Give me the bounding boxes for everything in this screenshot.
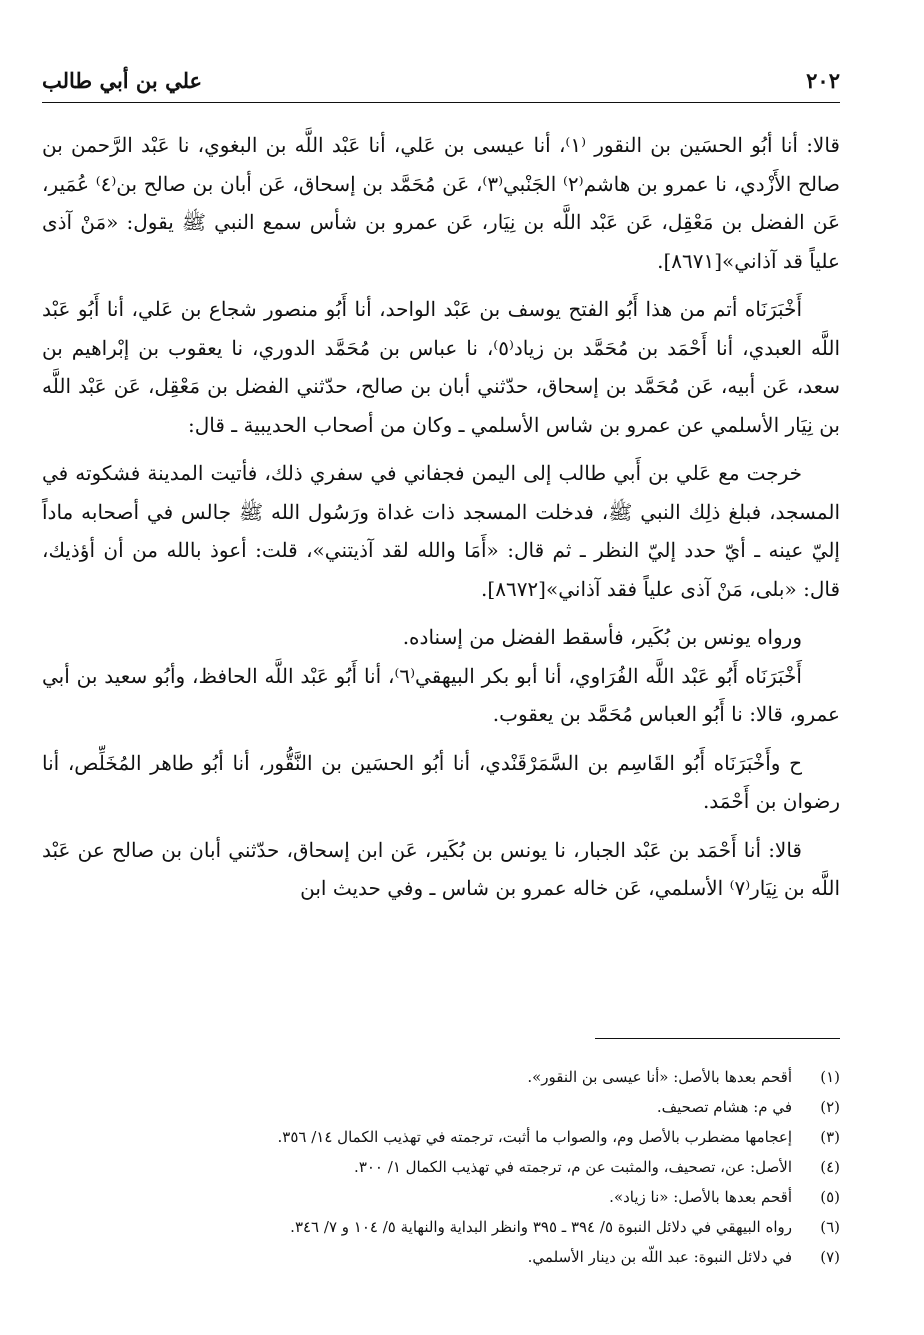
footnote-divider	[595, 1038, 840, 1039]
footnote-item	[42, 1122, 840, 1152]
footnote-item	[42, 1242, 840, 1272]
footnote-text: رواه البيهقي في دلائل النبوة ٥/ ٣٩٤ ـ ٣٩٥ وانظر البداية والنهاية ٥/ ١٠٤ و ٧/ ٣٤٦.	[290, 1218, 792, 1236]
paragraph-isnad-2: قالا: أنا أَحْمَد بن عَبْد الجبار، نا يونس بن بُكَير، عَن ابن إسحاق، حدّثني أبان بن صالح عن عَبْد اللَّه بن نِيَار⁽٧⁾ الأسلمي، عَن خاله عمرو بن شاس ـ وفي حديث ابن	[42, 837, 840, 900]
footnote-text: الأصل: عن، تصحيف، والمثبت عن م، ترجمته في تهذيب الكمال ١/ ٣٠٠.	[354, 1158, 792, 1176]
main-text	[42, 126, 840, 908]
footnote-text: أقحم بعدها بالأصل: «أنا عيسى بن النقور».	[527, 1068, 792, 1086]
footnote-number: (١)	[820, 1068, 840, 1086]
footnote-text: في دلائل النبوة: عبد اللّه بن دينار الأسلمي.	[527, 1248, 792, 1266]
page-header	[42, 66, 840, 100]
footnote-item	[42, 1212, 840, 1242]
footnote-text: أقحم بعدها بالأصل: «نا زياد».	[609, 1188, 792, 1206]
footnote-number: (٤)	[820, 1158, 840, 1176]
paragraph-isnad-1: قالا: أنا أبُو الحسَين بن النقور ⁽١⁾، أنا عيسى بن عَلي، أنا عَبْد اللَّه بن البغوي، نا عَبْد الرَّحمن بن صالح الأَزْدي، نا عمرو بن هاشم⁽٢⁾ الجَنْبي⁽٣⁾، عَن مُحَمَّد بن إسحاق، عَن أبان بن صالح بن⁽٤⁾ عُمَير، عَن الفضل بن مَعْقِل، عَن عَبْد اللَّه بن نِيَار، عَن عمرو بن شأس سمع النبي ﷺ يقول: «مَنْ آذى علياً قد آذاني»[٨٦٧١].	[42, 133, 840, 273]
footnote-item	[42, 1182, 840, 1212]
paragraph-yunus-note: ورواه يونس بن بُكَير، فأسقط الفضل من إسناده.	[402, 625, 802, 649]
footnote-number: (٢)	[820, 1098, 840, 1116]
footnote-item	[42, 1092, 840, 1122]
footnotes	[42, 1062, 840, 1272]
running-title: علي بن أبي طالب	[42, 68, 203, 93]
footnote-item	[42, 1062, 840, 1092]
paragraph-akhbarana-1: أَخْبَرَنَاه أتم من هذا أَبُو الفتح يوسف بن عَبْد الواحد، أنا أَبُو منصور شجاع بن عَلي، أنا أَبُو عَبْد اللَّه العبدي، أنا أَحْمَد بن مُحَمَّد بن زياد⁽٥⁾، نا عباس بن مُحَمَّد الدوري، نا يعقوب بن إبْراهيم بن سعد، عَن أبيه، عَن مُحَمَّد بن إسحاق، حدّثني أبان بن صالح، حدّثني الفضل بن مَعْقِل، عَن عَبْد اللَّه بن نِيَار الأسلمي عن عمرو بن شاس الأسلمي ـ وكان من أصحاب الحديبية ـ قال:	[42, 297, 840, 437]
footnote-number: (٧)	[820, 1248, 840, 1266]
footnote-text: في م: هشام تصحيف.	[656, 1098, 792, 1116]
footnote-number: (٥)	[820, 1188, 840, 1206]
paragraph-akhbarana-2: أَخْبَرَنَاه أَبُو عَبْد اللَّه الفُرَاوي، أنا أبو بكر البيهقي⁽٦⁾، أنا أَبُو عَبْد اللَّه الحافظ، وأبُو سعيد بن أبي عمرو، قالا: نا أَبُو العباس مُحَمَّد بن يعقوب.	[42, 663, 840, 726]
paragraph-akhbarana-3: ح وأَخْبَرَنَاه أَبُو القَاسِم بن السَّمَرْقَنْدي، أنا أبُو الحسَين بن النَّقُّور، أنا أبُو طاهر المُخَلِّص، أنا رضوان بن أَحْمَد.	[42, 750, 840, 813]
page-number: ٢٠٢	[806, 68, 840, 93]
footnote-number: (٦)	[820, 1218, 840, 1236]
footnote-text: إعجامها مضطرب بالأصل وم، والصواب ما أثبت، ترجمته في تهذيب الكمال ١٤/ ٣٥٦.	[277, 1128, 792, 1146]
header-divider	[42, 102, 840, 103]
footnote-item	[42, 1152, 840, 1182]
footnote-number: (٣)	[820, 1128, 840, 1146]
paragraph-hadith-text: خرجت مع عَلي بن أَبي طالب إلى اليمن فجفاني في سفري ذلك، فأتيت المدينة فشكوته في المسجد، فبلغ ذلِك النبي ﷺ، فدخلت المسجد ذات غداة ورَسُول الله ﷺ جالس في أصحابه ماداً إليّ عينه ـ أيّ حدد إليّ النظر ـ ثم قال: «أَمَا والله لقد آذيتني»، قلت: أعوذ بالله من أن أؤذيك، قال: «بلى، مَنْ آذى علياً فقد آذاني»[٨٦٧٢].	[42, 461, 840, 601]
